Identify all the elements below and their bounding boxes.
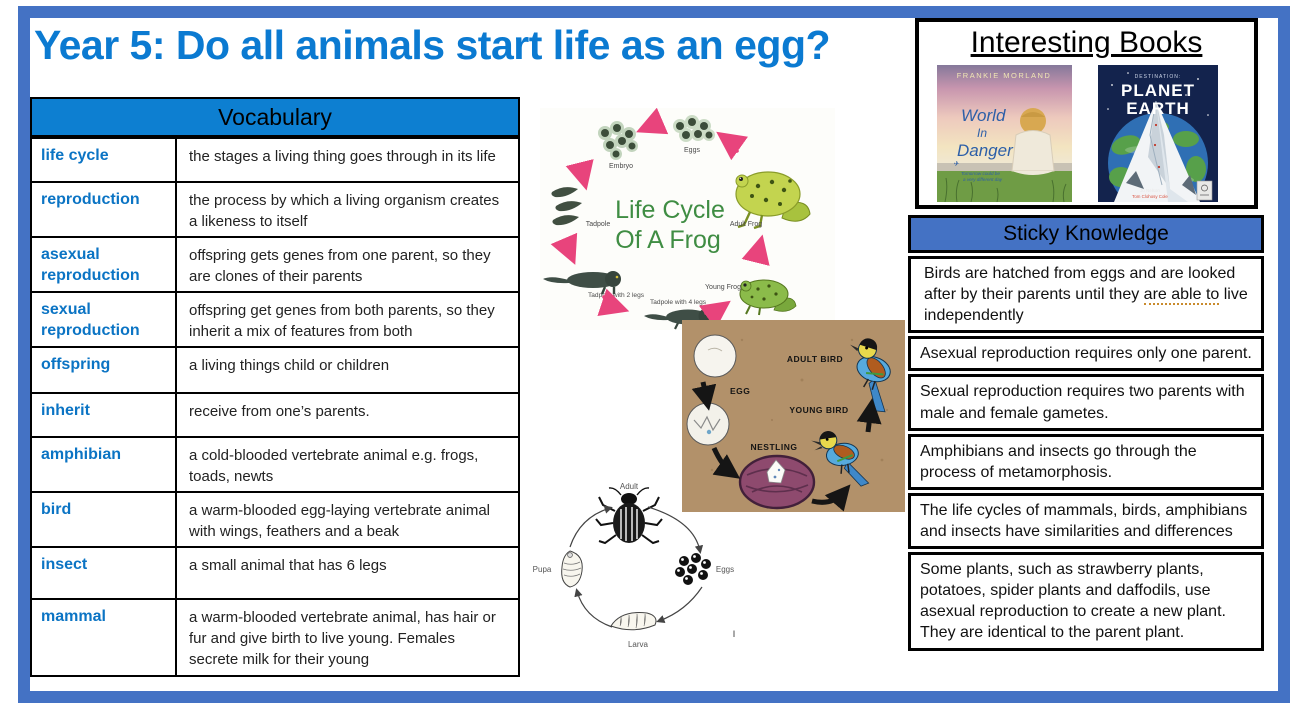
sticky-knowledge-panel (908, 215, 1264, 651)
sticky-fact: Amphibians and insects go through the process of metamorphosis. (908, 434, 1264, 490)
bird-label-egg: EGG (730, 386, 751, 396)
book1-tagline-line1: Tomorrow could be (961, 171, 1000, 176)
fact-text: Birds are hatched from eggs and are looked after by their parents until they (924, 265, 1236, 304)
frog-label-young: Young Frog (705, 284, 741, 291)
frog-label-tadpole2: Tadpole with 2 legs (587, 292, 645, 299)
fact-text-underlined: are able to (1143, 286, 1220, 304)
interesting-books-panel (915, 18, 1258, 209)
vocab-term: asexual reproduction (32, 238, 177, 291)
page-title: Year 5: Do all animals start life as an egg? (34, 22, 831, 68)
book2-author1: Jo Nelson (1140, 188, 1160, 193)
sticky-fact (908, 256, 1264, 333)
beetle-label-pupa: Pupa (532, 565, 552, 574)
vocab-definition: a warm-blooded vertebrate animal, has hair or fur and give birth to live young. Females secrete milk for their young (189, 609, 496, 668)
hatching-egg-illustration (687, 403, 729, 445)
book1-author: FRANKIE MORLAND (956, 71, 1052, 80)
vocab-term: mammal (32, 600, 177, 675)
vocab-definition: offspring get genes from both parents, so they inherit a mix of features from both (189, 302, 495, 340)
vocabulary-table-header: Vocabulary (32, 99, 518, 137)
vocab-term: sexual reproduction (32, 293, 177, 346)
sticky-knowledge-header: Sticky Knowledge (908, 215, 1264, 253)
table-row (32, 137, 518, 181)
vocab-definition: receive from one’s parents. (189, 403, 370, 420)
beetle-label-larva: Larva (627, 640, 649, 649)
book2-kicker: DESTINATION: (1134, 74, 1182, 80)
interesting-books-title: Interesting Books (970, 26, 1203, 59)
table-row (32, 392, 518, 436)
sticky-fact: Some plants, such as strawberry plants, potatoes, spider plants and daffodils, use asexual reproduction to create a new plant. They are identical to the parent plant. (908, 552, 1264, 650)
frog-label-tadpole4: Tadpole with 4 legs (649, 299, 707, 306)
book2-title-line2: EARTH (1126, 99, 1190, 118)
vocab-definition: offspring gets genes from one parent, so they are clones of their parents (189, 247, 491, 285)
vocab-definition: a small animal that has 6 legs (189, 557, 387, 574)
book-covers (919, 65, 1254, 202)
table-row (32, 491, 518, 546)
book2-author2: Tom Clohosy Cole (1132, 194, 1168, 199)
publisher-logo (1197, 181, 1212, 200)
table-row (32, 546, 518, 598)
vocab-term: offspring (32, 348, 177, 392)
book1-title-line1: World (961, 106, 1006, 125)
frog-label-tadpole: Tadpole (585, 221, 611, 228)
vocab-definition: a cold-blooded vertebrate animal e.g. frogs, toads, newts (189, 447, 479, 485)
vocab-term: amphibian (32, 438, 177, 491)
sticky-fact: Sexual reproduction requires two parents with male and female gametes. (908, 374, 1264, 430)
beetle-corner-mark: I (732, 629, 736, 639)
beetle-label-adult: Adult (619, 482, 639, 491)
bird-lifecycle-image (682, 320, 905, 512)
egg-illustration (694, 335, 736, 377)
book-cover-planet-earth (1098, 65, 1218, 202)
frog-label-eggs: Eggs (684, 147, 700, 154)
vocab-term: bird (32, 493, 177, 546)
table-row (32, 181, 518, 236)
vocab-term: inherit (32, 394, 177, 436)
vocab-definition: the process by which a living organism creates a likeness to itself (189, 192, 500, 230)
vocab-definition: a warm-blooded egg-laying vertebrate animal with wings, feathers and a beak (189, 502, 490, 540)
fact-text: live independently (924, 286, 1248, 325)
nestling-illustration (740, 456, 814, 508)
frog-title-line1: Life Cycle (615, 196, 725, 224)
frog-lifecycle-image (540, 108, 835, 330)
vocab-term: life cycle (32, 139, 177, 181)
vocab-definition: a living things child or children (189, 357, 390, 374)
frog-title-line2: Of A Frog (615, 226, 721, 254)
table-row (32, 236, 518, 291)
table-row (32, 598, 518, 675)
sticky-fact: Asexual reproduction requires only one parent. (908, 336, 1264, 371)
table-row (32, 291, 518, 346)
sticky-fact: The life cycles of mammals, birds, amphibians and insects have similarities and differences (908, 493, 1264, 549)
bird-label-nestling: NESTLING (750, 442, 798, 452)
bird-label-adult: ADULT BIRD (786, 354, 844, 364)
book1-title-line2: In (977, 126, 988, 140)
book-cover-world-in-danger (937, 65, 1072, 202)
bird-label-young: YOUNG BIRD (789, 405, 849, 415)
table-row (32, 346, 518, 392)
vocab-definition: the stages a living thing goes through in its life (189, 148, 496, 165)
frog-label-adult: Adult Frog (729, 221, 763, 228)
book1-plane-icon: ✈ (953, 161, 959, 168)
beetle-label-eggs: Eggs (715, 565, 735, 574)
book1-title-line3: Danger (957, 141, 1013, 160)
frog-label-embryo: Embryo (608, 163, 634, 170)
table-row (32, 436, 518, 491)
vocab-term: insect (32, 548, 177, 598)
vocabulary-table (30, 97, 520, 677)
book1-tagline-line2: a very different day (963, 177, 1003, 182)
vocab-term: reproduction (32, 183, 177, 236)
book2-title-line1: PLANET (1121, 81, 1195, 100)
